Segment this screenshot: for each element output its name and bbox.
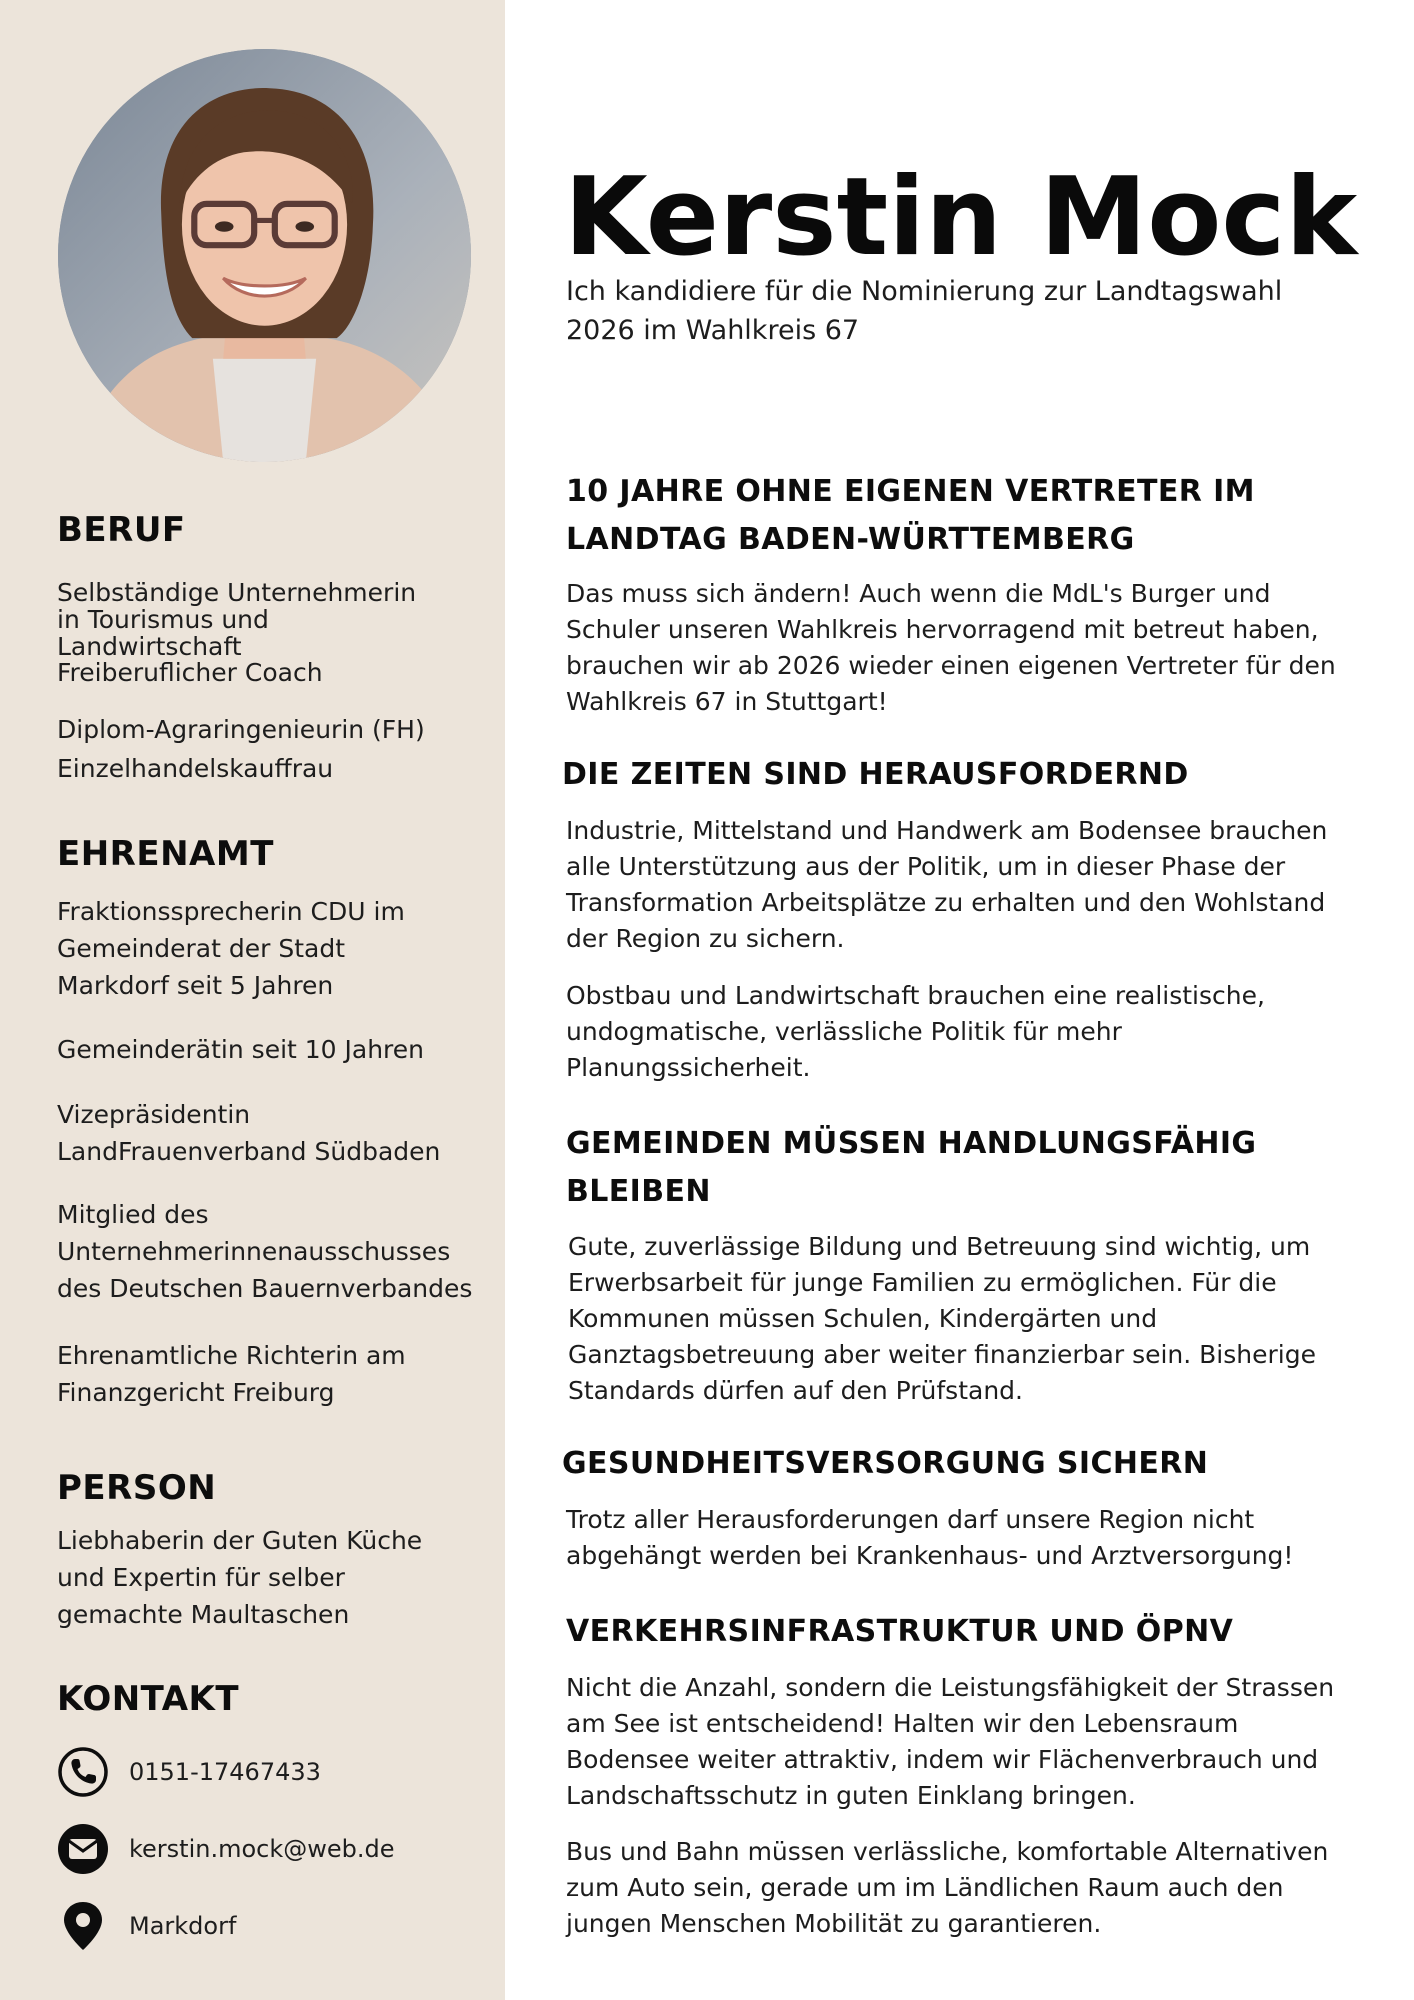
section-vertreter (566, 468, 1326, 564)
section-paragraph: Obstbau und Landwirtschaft brauchen eine realistische, undogmatische, verlässliche Politik für mehr Planungssicherheit. (566, 981, 1265, 1082)
candidate-subtitle: Ich kandidiere für die Nominierung zur Landtagswahl 2026 im Wahlkreis 67 (566, 276, 1283, 346)
section-heading: VERKEHRSINFRASTRUKTUR UND ÖPNV (566, 1614, 1234, 1649)
section-verkehr-body-2 (566, 1834, 1346, 1942)
section-zeiten (562, 751, 1342, 799)
section-paragraph: Trotz aller Herausforderungen darf unsere Region nicht abgehängt werden bei Krankenhaus- und Arztversorgung! (566, 1505, 1294, 1570)
section-heading: GESUNDHEITSVERSORGUNG SICHERN (562, 1446, 1209, 1481)
section-gemeinden (566, 1120, 1326, 1216)
section-paragraph: Gute, zuverlässige Bildung und Betreuung sind wichtig, um Erwerbsarbeit für junge Familien zu ermöglichen. Für die Kommunen müssen Schulen, Kindergärten und Ganztagsbetreuung aber weiter finanzierbar sein. Bisherige Standards dürfen auf den Prüfstand. (568, 1232, 1316, 1405)
beruf-item-4: Einzelhandelskauffrau (57, 754, 334, 783)
section-paragraph: Das muss sich ändern! Auch wenn die MdL's Burger und Schuler unseren Wahlkreis hervorragend mit betreut haben, brauchen wir ab 2026 wieder einen eigenen Vertreter für den Wahlkreis 67 in Stuttgart! (566, 579, 1336, 716)
location-pin-icon (57, 1900, 109, 1952)
beruf-item-2: Freiberuflicher Coach (57, 658, 323, 687)
portrait-photo (58, 49, 471, 462)
section-verkehr-body-1 (566, 1670, 1346, 1814)
beruf-item (57, 579, 437, 660)
ehrenamt-item (57, 1096, 457, 1170)
section-zeiten-body-1 (566, 813, 1346, 957)
section-vertreter-body (566, 576, 1346, 720)
beruf-item (57, 711, 477, 748)
beruf-heading: BERUF (57, 510, 186, 550)
sidebar (0, 0, 505, 2000)
contact-email[interactable] (57, 1823, 395, 1875)
section-heading: DIE ZEITEN SIND HERAUSFORDERND (562, 757, 1189, 792)
person-text-block (57, 1522, 477, 1633)
phone-icon (57, 1746, 109, 1798)
section-paragraph: Nicht die Anzahl, sondern die Leistungsfähigkeit der Strassen am See ist entscheidend! Halten wir den Lebensraum Bodensee weiter attraktiv, indem wir Flächenverbrauch und Landschaftsschutz in guten Einklang bringen. (566, 1673, 1335, 1810)
beruf-item-1: Selbständige Unternehmerin in Tourismus und Landwirtschaft (57, 578, 417, 661)
ehrenamt-heading: EHRENAMT (57, 834, 274, 874)
kontakt-heading: KONTAKT (57, 1679, 240, 1719)
beruf-item-3: Diplom-Agraringenieurin (FH) (57, 715, 425, 744)
section-paragraph: Bus und Bahn müssen verlässliche, komfortable Alternativen zum Auto sein, gerade um im Ländlichen Raum auch den jungen Menschen Mobilität zu garantieren. (566, 1837, 1329, 1938)
section-paragraph: Industrie, Mittelstand und Handwerk am Bodensee brauchen alle Unterstützung aus der Politik, um in dieser Phase der Transformation Arbeitsplätze zu erhalten und den Wohlstand der Region zu sichern. (566, 816, 1328, 953)
person-heading: PERSON (57, 1468, 217, 1508)
contact-phone[interactable] (57, 1746, 321, 1798)
section-heading: GEMEINDEN MÜSSEN HANDLUNGSFÄHIG BLEIBEN (566, 1126, 1257, 1209)
person-text: Liebhaberin der Guten Küche und Expertin für selber gemachte Maultaschen (57, 1526, 423, 1629)
beruf-item (57, 654, 477, 691)
ehrenamt-item (57, 1196, 477, 1307)
beruf-item (57, 750, 477, 787)
ehrenamt-item-1: Fraktionssprecherin CDU im Gemeinderat der Stadt Markdorf seit 5 Jahren (57, 897, 405, 1000)
ehrenamt-item-4: Mitglied des Unternehmerinnenausschusses des Deutschen Bauernverbandes (57, 1200, 473, 1303)
section-gesundheit-body (566, 1502, 1346, 1574)
section-ehrenamt (57, 834, 477, 874)
email-address[interactable]: kerstin.mock@web.de (129, 1835, 395, 1863)
section-heading: 10 JAHRE OHNE EIGENEN VERTRETER IM LANDTAG BADEN-WÜRTTEMBERG (566, 474, 1255, 557)
phone-number[interactable]: 0151-17467433 (129, 1758, 321, 1786)
ehrenamt-item-2: Gemeinderätin seit 10 Jahren (57, 1035, 425, 1064)
ehrenamt-item (57, 1337, 437, 1411)
email-icon (57, 1823, 109, 1875)
section-gemeinden-body (568, 1229, 1348, 1409)
ehrenamt-item (57, 1031, 477, 1068)
ehrenamt-item (57, 893, 417, 1004)
section-gesundheit (562, 1440, 1342, 1488)
ehrenamt-item-3: Vizepräsidentin LandFrauenverband Südbaden (57, 1100, 441, 1166)
section-verkehr (566, 1608, 1346, 1656)
location-text: Markdorf (129, 1912, 237, 1940)
section-kontakt (57, 1679, 477, 1719)
candidate-name: Kerstin Mock (564, 155, 1358, 280)
contact-location (57, 1900, 236, 1952)
section-zeiten-body-2 (566, 978, 1306, 1086)
ehrenamt-item-5: Ehrenamtliche Richterin am Finanzgericht Freiburg (57, 1341, 406, 1407)
section-beruf (57, 510, 477, 550)
section-person (57, 1468, 477, 1508)
